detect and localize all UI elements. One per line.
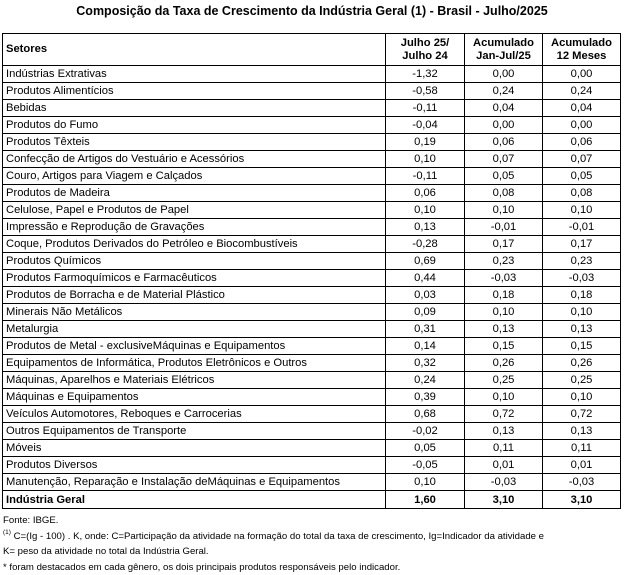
sector-cell: Veículos Automotores, Reboques e Carrocerias	[3, 406, 386, 423]
ytd-cell: 0,05	[465, 168, 543, 185]
header-row	[3, 34, 621, 66]
july-cell: -0,11	[386, 100, 465, 117]
sector-cell: Produtos Têxteis	[3, 134, 386, 151]
table-row	[3, 219, 621, 236]
table-row	[3, 355, 621, 372]
july-cell: 0,24	[386, 372, 465, 389]
ytd-cell: 0,06	[465, 134, 543, 151]
header-12m	[543, 34, 621, 66]
twelve-month-cell: 0,10	[543, 304, 621, 321]
growth-composition-table	[2, 33, 621, 509]
sector-cell: Produtos de Madeira	[3, 185, 386, 202]
table-row	[3, 185, 621, 202]
ytd-cell: 0,07	[465, 151, 543, 168]
table-body	[3, 66, 621, 491]
header-sector: Setores	[3, 34, 386, 66]
header-july-line2: Julho 24	[402, 50, 447, 62]
july-cell: 0,06	[386, 185, 465, 202]
sector-cell: Produtos Diversos	[3, 457, 386, 474]
july-cell: -0,04	[386, 117, 465, 134]
formula-note-text: C=(Ig - 100) . K, onde: C=Participação da atividade na formação do total da taxa de crescimento, Ig=Indicador da atividade e	[11, 531, 544, 542]
table-row	[3, 389, 621, 406]
july-cell: 0,03	[386, 287, 465, 304]
july-cell: -0,05	[386, 457, 465, 474]
formula-note-cont: K= peso da atividade no total da Indústria Geral.	[3, 544, 621, 560]
ytd-cell: 0,01	[465, 457, 543, 474]
header-ytd	[465, 34, 543, 66]
table-row	[3, 423, 621, 440]
twelve-month-cell: 0,25	[543, 372, 621, 389]
july-cell: 0,05	[386, 440, 465, 457]
ytd-cell: 0,25	[465, 372, 543, 389]
ytd-cell: 0,72	[465, 406, 543, 423]
table-row	[3, 202, 621, 219]
july-cell: 0,10	[386, 474, 465, 491]
twelve-month-cell: 0,72	[543, 406, 621, 423]
twelve-month-cell: -0,01	[543, 219, 621, 236]
july-cell: 0,10	[386, 151, 465, 168]
formula-note-marker: (1)	[3, 529, 11, 536]
july-cell: 0,13	[386, 219, 465, 236]
ytd-cell: 0,04	[465, 100, 543, 117]
july-cell: 0,68	[386, 406, 465, 423]
twelve-month-cell: 0,05	[543, 168, 621, 185]
twelve-month-cell: 0,04	[543, 100, 621, 117]
table-row	[3, 253, 621, 270]
table-row	[3, 304, 621, 321]
header-ytd-line2: Jan-Jul/25	[476, 50, 531, 62]
sector-cell: Bebidas	[3, 100, 386, 117]
ytd-cell: 0,00	[465, 117, 543, 134]
july-cell: -1,32	[386, 66, 465, 83]
july-cell: 0,39	[386, 389, 465, 406]
table-row	[3, 406, 621, 423]
july-cell: -0,02	[386, 423, 465, 440]
twelve-month-cell: 0,06	[543, 134, 621, 151]
sector-cell: Produtos de Borracha e de Material Plástico	[3, 287, 386, 304]
july-cell: 0,19	[386, 134, 465, 151]
july-cell: 0,32	[386, 355, 465, 372]
table-row	[3, 338, 621, 355]
twelve-month-cell: 0,00	[543, 66, 621, 83]
july-cell: -0,28	[386, 236, 465, 253]
total-ytd: 3,10	[465, 491, 543, 509]
sector-cell: Metalurgia	[3, 321, 386, 338]
table-row	[3, 83, 621, 100]
sector-cell: Impressão e Reprodução de Gravações	[3, 219, 386, 236]
twelve-month-cell: 0,10	[543, 389, 621, 406]
sector-cell: Máquinas e Equipamentos	[3, 389, 386, 406]
sector-cell: Produtos Alimentícios	[3, 83, 386, 100]
july-cell: 0,10	[386, 202, 465, 219]
july-cell: 0,31	[386, 321, 465, 338]
twelve-month-cell: 0,15	[543, 338, 621, 355]
twelve-month-cell: 0,24	[543, 83, 621, 100]
table-row	[3, 236, 621, 253]
total-12m: 3,10	[543, 491, 621, 509]
table-row	[3, 270, 621, 287]
twelve-month-cell: 0,13	[543, 423, 621, 440]
highlight-note: * foram destacados em cada gênero, os dois principais produtos responsáveis pelo indicador.	[3, 560, 621, 575]
july-cell: -0,11	[386, 168, 465, 185]
twelve-month-cell: 0,11	[543, 440, 621, 457]
sector-cell: Outros Equipamentos de Transporte	[3, 423, 386, 440]
ytd-cell: 0,23	[465, 253, 543, 270]
header-ytd-line1: Acumulado	[473, 37, 534, 49]
twelve-month-cell: 0,26	[543, 355, 621, 372]
twelve-month-cell: 0,13	[543, 321, 621, 338]
sector-cell: Produtos Químicos	[3, 253, 386, 270]
july-cell: 0,44	[386, 270, 465, 287]
footnotes	[3, 513, 621, 575]
table-row	[3, 168, 621, 185]
ytd-cell: 0,10	[465, 202, 543, 219]
table-row	[3, 117, 621, 134]
header-12m-line2: 12 Meses	[557, 50, 607, 62]
formula-note	[3, 529, 621, 545]
twelve-month-cell: 0,18	[543, 287, 621, 304]
sector-cell: Manutenção, Reparação e Instalação deMáquinas e Equipamentos	[3, 474, 386, 491]
ytd-cell: 0,26	[465, 355, 543, 372]
table-row	[3, 474, 621, 491]
table-row	[3, 287, 621, 304]
table-row	[3, 100, 621, 117]
sector-cell: Indústrias Extrativas	[3, 66, 386, 83]
sector-cell: Produtos do Fumo	[3, 117, 386, 134]
table-title: Composição da Taxa de Crescimento da Indústria Geral (1) - Brasil - Julho/2025	[0, 4, 624, 18]
source-note: Fonte: IBGE.	[3, 513, 621, 529]
header-12m-line1: Acumulado	[551, 37, 612, 49]
twelve-month-cell: -0,03	[543, 270, 621, 287]
sector-cell: Produtos de Metal - exclusiveMáquinas e Equipamentos	[3, 338, 386, 355]
total-row	[3, 491, 621, 509]
sector-cell: Couro, Artigos para Viagem e Calçados	[3, 168, 386, 185]
sector-cell: Móveis	[3, 440, 386, 457]
sector-cell: Celulose, Papel e Produtos de Papel	[3, 202, 386, 219]
twelve-month-cell: 0,01	[543, 457, 621, 474]
twelve-month-cell: -0,03	[543, 474, 621, 491]
ytd-cell: 0,13	[465, 321, 543, 338]
twelve-month-cell: 0,23	[543, 253, 621, 270]
ytd-cell: 0,17	[465, 236, 543, 253]
table-row	[3, 440, 621, 457]
ytd-cell: -0,01	[465, 219, 543, 236]
ytd-cell: 0,00	[465, 66, 543, 83]
twelve-month-cell: 0,08	[543, 185, 621, 202]
ytd-cell: 0,24	[465, 83, 543, 100]
ytd-cell: 0,10	[465, 389, 543, 406]
sector-cell: Confecção de Artigos do Vestuário e Acessórios	[3, 151, 386, 168]
july-cell: 0,69	[386, 253, 465, 270]
header-july-line1: Julho 25/	[401, 37, 450, 49]
sector-cell: Equipamentos de Informática, Produtos Eletrônicos e Outros	[3, 355, 386, 372]
sector-cell: Máquinas, Aparelhos e Materiais Elétricos	[3, 372, 386, 389]
ytd-cell: 0,18	[465, 287, 543, 304]
ytd-cell: 0,11	[465, 440, 543, 457]
ytd-cell: -0,03	[465, 474, 543, 491]
sector-cell: Minerais Não Metálicos	[3, 304, 386, 321]
july-cell: 0,09	[386, 304, 465, 321]
table-row	[3, 151, 621, 168]
ytd-cell: -0,03	[465, 270, 543, 287]
ytd-cell: 0,13	[465, 423, 543, 440]
table-row	[3, 372, 621, 389]
july-cell: 0,14	[386, 338, 465, 355]
table-row	[3, 66, 621, 83]
ytd-cell: 0,10	[465, 304, 543, 321]
ytd-cell: 0,15	[465, 338, 543, 355]
table-row	[3, 134, 621, 151]
twelve-month-cell: 0,10	[543, 202, 621, 219]
table-row	[3, 457, 621, 474]
table-row	[3, 321, 621, 338]
total-july: 1,60	[386, 491, 465, 509]
ytd-cell: 0,08	[465, 185, 543, 202]
header-july	[386, 34, 465, 66]
july-cell: -0,58	[386, 83, 465, 100]
twelve-month-cell: 0,17	[543, 236, 621, 253]
sector-cell: Coque, Produtos Derivados do Petróleo e Biocombustíveis	[3, 236, 386, 253]
sector-cell: Produtos Farmoquímicos e Farmacêuticos	[3, 270, 386, 287]
total-sector: Indústria Geral	[3, 491, 386, 509]
twelve-month-cell: 0,00	[543, 117, 621, 134]
twelve-month-cell: 0,07	[543, 151, 621, 168]
